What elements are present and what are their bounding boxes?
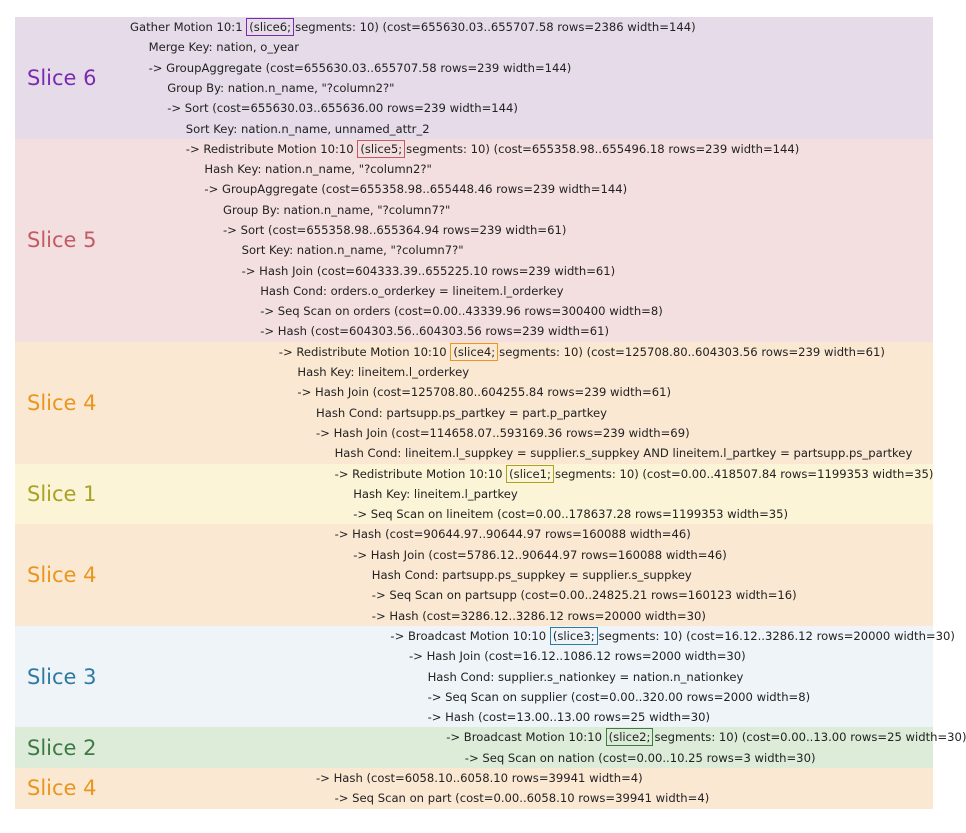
plan-line: -> Seq Scan on lineitem (cost=0.00..178637.28 rows=1199353 width=35) [353,507,789,522]
plan-line: Hash Cond: partsupp.ps_suppkey = supplier.s_suppkey [371,568,692,583]
plan-line: -> GroupAggregate (cost=655358.98..655448.46 rows=239 width=144) [204,182,628,197]
slice-label: Slice 5 [27,228,97,253]
plan-line: -> Hash Join (cost=604333.39..655225.10 rows=239 width=61) [241,263,616,278]
plan-line [390,626,955,646]
plan-line: Hash Key: nation.n_name, "?column2?" [204,162,432,177]
slice-label: Slice 1 [27,482,97,507]
slice-label: Slice 4 [27,776,97,801]
plan-line: Hash Cond: orders.o_orderkey = lineitem.l_orderkey [260,283,564,298]
plan-line-text: -> Broadcast Motion 10:10 [390,628,550,643]
slice-band-slice4 [15,342,933,464]
plan-line: -> Hash (cost=90644.97..90644.97 rows=160088 width=46) [334,527,691,542]
slice-label: Slice 2 [27,735,97,760]
plan-line: -> Seq Scan on part (cost=0.00..6058.10 rows=39941 width=4) [334,791,710,806]
plan-line-text: -> Redistribute Motion 10:10 [334,466,507,481]
slice-tag-box: (slice2; [606,728,654,746]
slice-label: Slice 6 [27,65,97,90]
slice-tag-box: (slice4; [450,343,498,361]
plan-line [446,727,966,747]
plan-line: -> Sort (cost=655358.98..655364.94 rows=239 width=61) [223,222,567,237]
plan-line: -> Seq Scan on supplier (cost=0.00..320.00 rows=2000 width=8) [427,689,811,704]
plan-line [186,139,800,159]
plan-line-text: -> Broadcast Motion 10:10 [446,730,606,745]
plan-line-text: segments: 10) (cost=16.12..3286.12 rows=20000 width=30) [598,628,955,643]
slice-band-slice4 [15,768,933,809]
query-plan-diagram [15,17,966,809]
plan-line-text: -> Redistribute Motion 10:10 [185,141,358,156]
plan-line [130,17,696,37]
slice-label: Slice 4 [27,563,97,588]
plan-line-text: segments: 10) (cost=0.00..418507.84 rows=1199353 width=35) [554,466,934,481]
plan-line: -> Hash (cost=13.00..13.00 rows=25 width=30) [427,710,711,725]
plan-line [335,464,934,484]
plan-line: -> Hash (cost=6058.10..6058.10 rows=39941 width=4) [316,771,643,786]
slice-label: Slice 3 [27,664,97,689]
plan-line: Hash Key: lineitem.l_orderkey [297,365,470,380]
plan-line: Group By: nation.n_name, "?column7?" [223,202,451,217]
plan-line: -> Sort (cost=655630.03..655636.00 rows=239 width=144) [167,101,518,116]
plan-line: -> Hash (cost=3286.12..3286.12 rows=20000 width=30) [371,608,706,623]
plan-line-text: -> Redistribute Motion 10:10 [278,344,451,359]
slice-label: Slice 4 [27,390,97,415]
plan-line-text: segments: 10) (cost=0.00..13.00 rows=25 width=30) [654,730,966,745]
plan-line: -> Hash Join (cost=125708.80..604255.84 rows=239 width=61) [297,385,671,400]
slice-band-slice6 [15,17,933,139]
slice-band-slice1 [15,464,933,525]
plan-line-text: Gather Motion 10:1 [130,20,247,34]
plan-line: Hash Cond: partsupp.ps_partkey = part.p_partkey [316,405,607,420]
slice-tag-box: (slice1; [506,465,554,483]
plan-line: Sort Key: nation.n_name, unnamed_attr_2 [185,121,430,136]
plan-line-text: segments: 10) (cost=655630.03..655707.58 rows=2386 width=144) [295,20,696,34]
plan-line: -> Hash Join (cost=16.12..1086.12 rows=2000 width=30) [409,649,746,664]
slice-band-slice4 [15,524,933,626]
plan-line [279,342,885,362]
plan-line: Hash Cond: lineitem.l_suppkey = supplier.s_suppkey AND lineitem.l_partkey = partsupp.ps_partkey [334,446,913,461]
plan-line: -> Hash (cost=604303.56..604303.56 rows=239 width=61) [260,324,610,339]
slice-band-slice3 [15,626,955,728]
plan-line: -> Seq Scan on orders (cost=0.00..43339.96 rows=300400 width=8) [260,304,663,319]
plan-line: -> Hash Join (cost=114658.07..593169.36 rows=239 width=69) [316,425,690,440]
slice-tag-box: (slice3; [550,627,598,645]
plan-line: Group By: nation.n_name, "?column2?" [167,80,395,95]
plan-line: -> GroupAggregate (cost=655630.03..655707.58 rows=239 width=144) [148,60,572,75]
plan-line: -> Hash Join (cost=5786.12..90644.97 rows=160088 width=46) [353,547,727,562]
plan-line-text: segments: 10) (cost=655358.98..655496.18 rows=239 width=144) [406,141,800,156]
plan-line-text: segments: 10) (cost=125708.80..604303.56 rows=239 width=61) [499,344,885,359]
slice-tag-box: (slice6; [246,18,294,36]
slice-tag-box: (slice5; [357,140,405,158]
slice-band-slice5 [15,139,933,342]
plan-line: -> Seq Scan on partsupp (cost=0.00..24825.21 rows=160123 width=16) [371,588,797,603]
plan-line: Hash Cond: supplier.s_nationkey = nation.n_nationkey [427,669,744,684]
plan-line: -> Seq Scan on nation (cost=0.00..10.25 rows=3 width=30) [464,750,816,765]
plan-line: Merge Key: nation, o_year [148,40,300,55]
plan-line: Sort Key: nation.n_name, "?column7?" [241,243,464,258]
slice-band-slice2 [15,727,966,768]
plan-line: Hash Key: lineitem.l_partkey [353,486,518,501]
